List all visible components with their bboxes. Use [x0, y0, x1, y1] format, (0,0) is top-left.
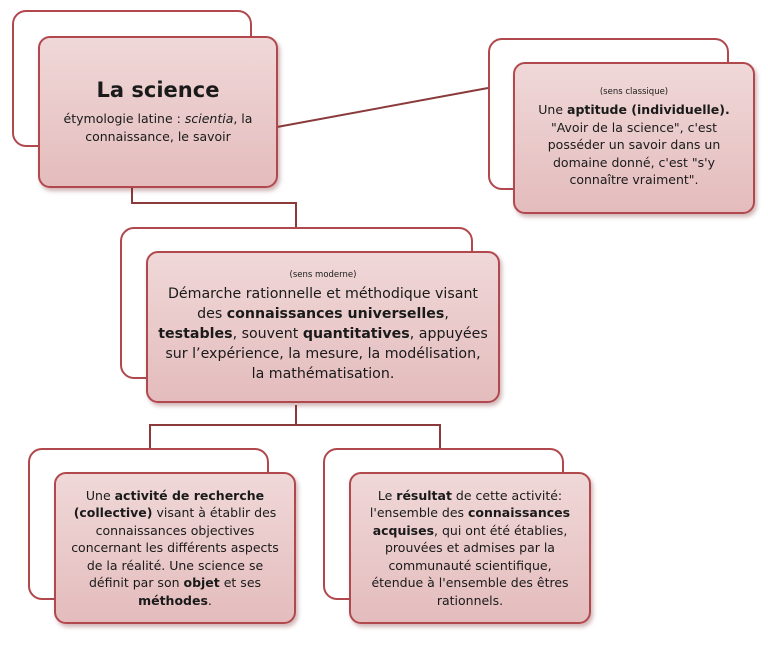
root-etymology: [64, 110, 253, 146]
result-text: [363, 487, 577, 610]
root-etymology-line2: connaissance, le savoir: [85, 129, 231, 144]
result-text-intro: Le: [377, 487, 397, 503]
connector-root-classic: [277, 88, 488, 127]
modern-text-sep: ,: [444, 306, 449, 322]
activity-text-body: visant à établir des connaissances objectives concernant les différents aspects de la réalité. Une science se définit par son: [71, 505, 279, 591]
modern-node: [146, 251, 500, 403]
activity-text-bold-research: activité de recherche (collective): [73, 487, 265, 521]
modern-tag: (sens moderne): [289, 270, 357, 280]
root-node: [38, 36, 278, 188]
modern-text-bold-universal: connaissances universelles: [226, 306, 445, 322]
classic-text: [529, 101, 739, 189]
root-etymology-end: , la: [233, 111, 253, 126]
classic-text-body: "Avoir de la science", c'est posséder un savoir dans un domaine donné, c'est "s'y connaître vraiment".: [547, 119, 721, 188]
root-title: La science: [96, 78, 220, 102]
root-etymology-term: scientia: [184, 111, 234, 126]
connector-modern-children: [150, 425, 440, 448]
activity-text-intro: Une: [85, 487, 115, 503]
classic-tag: (sens classique): [599, 87, 669, 98]
modern-text-end: , appuyées sur l’expérience, la mesure, la modélisation, la mathématisation.: [165, 326, 488, 382]
classic-text-bold: aptitude (individuelle).: [567, 102, 730, 118]
activity-text-bold-object: objet: [183, 575, 220, 591]
activity-node: [54, 472, 296, 624]
classic-text-intro: Une: [538, 102, 568, 118]
activity-text-mid: et ses: [219, 575, 262, 591]
activity-text: [68, 487, 282, 610]
modern-text-bold-testable: testables: [158, 326, 233, 342]
root-etymology-text: étymologie latine :: [63, 111, 185, 126]
result-node: [349, 472, 591, 624]
result-text-bold-result: résultat: [396, 487, 452, 503]
connector-root-modern: [132, 188, 296, 227]
activity-text-end: .: [207, 592, 212, 608]
result-text-body: de cette activité: l'ensemble des: [369, 487, 563, 521]
modern-text-intro: Démarche rationnelle et méthodique visant des: [167, 286, 478, 322]
result-text-end: , qui ont été établies, prouvées et admises par la communauté scientifique, étendue à l'ensemble des êtres rationnels.: [371, 522, 569, 608]
modern-text-bold-quantitative: quantitatives: [302, 326, 410, 342]
result-text-bold-knowledge: connaissances acquises: [372, 505, 571, 538]
activity-text-bold-methods: méthodes: [138, 592, 208, 608]
modern-text-mid: , souvent: [232, 326, 303, 342]
modern-text: [158, 284, 488, 384]
classic-node: [513, 62, 755, 214]
